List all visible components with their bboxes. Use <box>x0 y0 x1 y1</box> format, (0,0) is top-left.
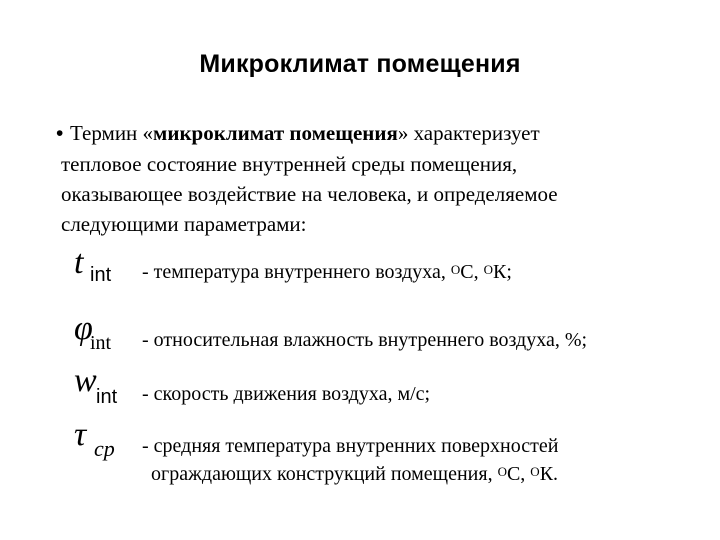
param-humidity <box>72 310 702 362</box>
intro-line-1 <box>56 118 676 149</box>
symbol-subscript: int <box>90 332 112 354</box>
intro-line-2: тепловое состояние внутренней среды помещения, <box>61 152 518 176</box>
desc-line-2 <box>142 460 558 488</box>
degree-mark: О <box>483 262 493 277</box>
intro-prefix: Термин « <box>70 121 154 145</box>
param-air-velocity <box>72 362 702 416</box>
desc-line-1: - средняя температура внутренних поверхностей <box>142 435 559 457</box>
symbol-main: φ <box>74 310 93 347</box>
symbol-subscript: int <box>96 386 118 408</box>
symbol-w-int <box>72 362 134 416</box>
degree-mark: О <box>497 464 507 479</box>
param-temperature <box>72 244 702 294</box>
symbol-tau-cp <box>72 416 134 468</box>
symbol-main: τ <box>74 416 87 453</box>
degree-mark: О <box>450 262 461 277</box>
param-surface-temperature <box>72 416 702 494</box>
symbol-t-int <box>72 244 134 294</box>
intro-line-3: оказывающее воздействие на человека, и определяемое <box>61 182 558 206</box>
param-temperature-desc <box>142 258 512 286</box>
param-humidity-desc: - относительная влажность внутреннего воздуха, %; <box>142 329 588 351</box>
bullet-icon: • <box>56 122 64 145</box>
param-surface-temperature-desc <box>142 432 558 488</box>
unit-text: К. <box>539 463 559 485</box>
intro-line-4: следующими параметрами: <box>61 212 307 236</box>
symbol-phi-int <box>72 310 134 362</box>
param-air-velocity-desc: - скорость движения воздуха, м/с; <box>142 383 431 405</box>
unit-text: К; <box>492 261 512 283</box>
intro-line1-suffix: » характеризует <box>397 121 540 145</box>
unit-text: С, <box>460 261 484 283</box>
slide-title: Микроклимат помещения <box>199 50 521 78</box>
symbol-subscript: cp <box>94 436 115 461</box>
desc-text: - температура внутреннего воздуха, <box>142 261 451 283</box>
symbol-main: w <box>74 362 97 399</box>
intro-term: микроклимат помещения <box>153 121 398 145</box>
symbol-subscript: int <box>90 264 112 286</box>
unit-text: С, <box>506 463 531 485</box>
symbol-main: t <box>74 244 84 281</box>
desc-text: ограждающих конструкций помещения, <box>151 463 498 485</box>
intro-paragraph <box>56 118 676 239</box>
degree-mark: О <box>530 464 540 479</box>
